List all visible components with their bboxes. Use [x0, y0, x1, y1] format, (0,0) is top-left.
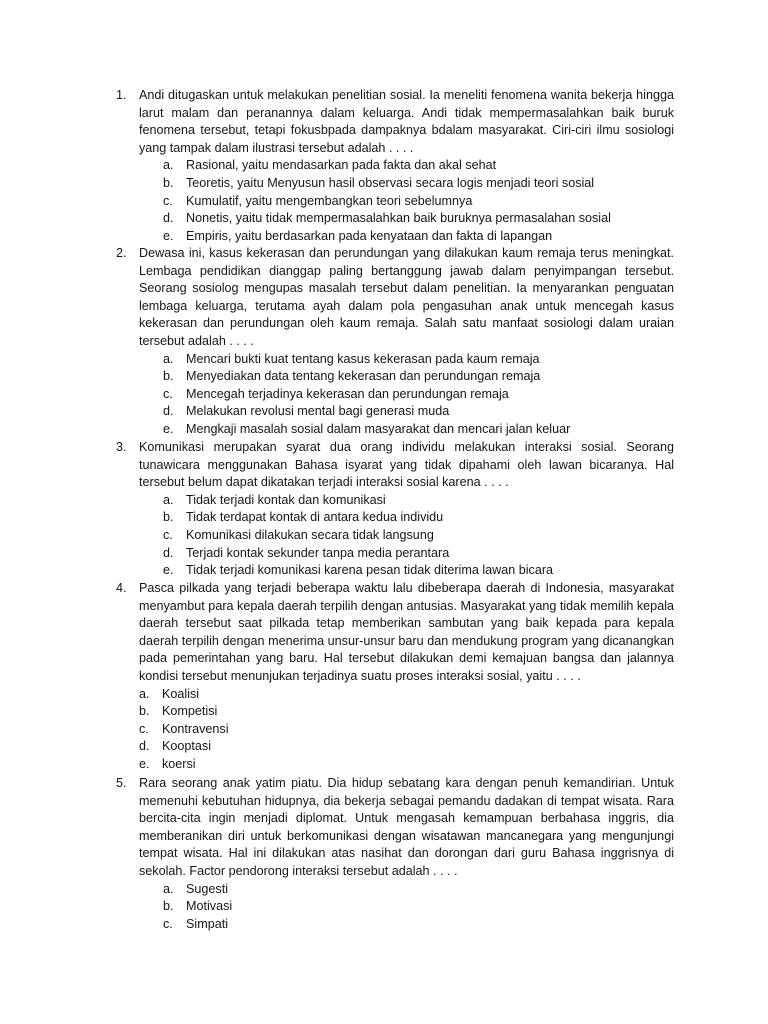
answer-options [139, 686, 674, 774]
option-text: Tidak terdapat kontak di antara kedua individu [186, 510, 444, 525]
option-b [139, 898, 674, 916]
option-text: Empiris, yaitu berdasarkan pada kenyataan dan fakta di lapangan [186, 228, 553, 243]
option-letter: d. [163, 404, 174, 419]
option-b [139, 703, 674, 721]
option-d [139, 403, 674, 421]
question-1 [116, 87, 674, 245]
question-text: Dewasa ini, kasus kekerasan dan perundungan yang dilakukan kaum remaja terus meningkat. Lembaga pendidikan dianggap paling bertanggung jawab dalam penyimpangan tersebut. Seorang sosiolog mengupas masalah tersebut dalam penelitian. Ia menyarankan penguatan lembaga keluarga, terutama ayah dalam pola pengasuhan anak untuk mencegah kasus kekerasan dan perundungan oleh kaum remaja. Salah satu manfaat sosiologi dalam uraian tersebut adalah . . . . [139, 246, 674, 348]
option-b [139, 368, 674, 386]
option-a [139, 351, 674, 369]
option-text: Mencari bukti kuat tentang kasus kekerasan pada kaum remaja [186, 351, 540, 366]
question-text: Andi ditugaskan untuk melakukan penelitian sosial. Ia meneliti fenomena wanita bekerja hingga larut malam dan peranannya dalam keluarga. Andi tidak mempermasalahkan baik buruk fenomena tersebut, tetapi fokusbpada dampaknya bdalam masyarakat. Ciri-ciri ilmu sosiologi yang tampak dalam ilustrasi tersebut adalah . . . . [139, 88, 674, 155]
option-letter: a. [163, 158, 174, 173]
option-text: Nonetis, yaitu tidak mempermasalahkan baik buruknya permasalahan sosial [186, 211, 611, 226]
option-letter: c. [139, 721, 149, 736]
option-letter: e. [163, 563, 174, 578]
option-letter: e. [163, 421, 174, 436]
option-text: Simpati [186, 916, 228, 931]
question-number: 1. [116, 88, 127, 102]
option-letter: e. [163, 228, 174, 243]
option-text: Kooptasi [162, 739, 212, 754]
option-e [139, 421, 674, 439]
option-letter: a. [163, 351, 174, 366]
option-text: Melakukan revolusi mental bagi generasi muda [186, 404, 450, 419]
option-text: Sugesti [186, 881, 229, 896]
option-letter: c. [163, 527, 173, 542]
option-c [139, 721, 674, 739]
question-text: Komunikasi merupakan syarat dua orang individu melakukan interaksi sosial. Seorang tunawicara menggunakan Bahasa isyarat yang tidak dipahami oleh lawan bicaranya. Hal tersebut belum dapat dikatakan terjadi interaksi sosial karena . . . . [139, 440, 674, 490]
option-text: Teoretis, yaitu Menyusun hasil observasi secara logis menjadi teori sosial [186, 175, 595, 190]
question-number: 2. [116, 246, 127, 260]
option-a [139, 686, 674, 704]
option-text: Kontravensi [162, 721, 229, 736]
option-text: Mengkaji masalah sosial dalam masyarakat dan mencari jalan keluar [186, 421, 571, 436]
question-number: 3. [116, 440, 127, 454]
option-text: Rasional, yaitu mendasarkan pada fakta dan akal sehat [186, 158, 497, 173]
question-text: Rara seorang anak yatim piatu. Dia hidup sebatang kara dengan penuh kemandirian. Untuk memenuhi kebutuhan hidupnya, dia bekerja sebagai pemandu dadakan di tempat wisata. Rara bercita-cita ingin menjadi diplomat. Untuk mengasah kemampuan berbahasa inggris, dia memberanikan diri untuk berkomunikasi dengan wisatawan mancanegara yang mengunjungi tempat wisata. Hal ini dilakukan atas nasihat dan dorongan dari guru Bahasa inggrisnya di sekolah. Factor pendorong interaksi tersebut adalah . . . . [139, 776, 674, 878]
option-text: Kompetisi [162, 704, 218, 719]
option-letter: b. [163, 899, 174, 914]
option-letter: c. [163, 193, 173, 208]
option-letter: b. [139, 704, 150, 719]
option-letter: d. [139, 739, 150, 754]
option-letter: a. [163, 492, 174, 507]
option-e [139, 228, 674, 246]
answer-options [139, 157, 674, 245]
option-d [139, 210, 674, 228]
option-c [139, 386, 674, 404]
option-letter: d. [163, 211, 174, 226]
option-text: Menyediakan data tentang kekerasan dan perundungan remaja [186, 369, 541, 384]
option-e [139, 756, 674, 774]
option-c [139, 193, 674, 211]
option-c [139, 527, 674, 545]
option-text: Kumulatif, yaitu mengembangkan teori sebelumnya [186, 193, 473, 208]
option-letter: b. [163, 175, 174, 190]
option-letter: d. [163, 545, 174, 560]
option-e [139, 562, 674, 580]
option-a [139, 157, 674, 175]
option-text: Koalisi [162, 686, 200, 701]
option-letter: b. [163, 510, 174, 525]
question-4 [116, 580, 674, 774]
option-letter: a. [163, 881, 174, 896]
option-text: Motivasi [186, 899, 233, 914]
question-5 [116, 775, 674, 933]
answer-options [139, 881, 674, 934]
option-b [139, 175, 674, 193]
option-d [139, 545, 674, 563]
option-text: Tidak terjadi kontak dan komunikasi [186, 492, 386, 507]
question-text: Pasca pilkada yang terjadi beberapa waktu lalu dibeberapa daerah di Indonesia, masyarakat menyambut para kepala daerah terpilih dengan antusias. Masyarakat yang tidak memilih kepala daerah tersebut saat pilkada tetap memberikan sambutan yang baik kepada para kepala daerah terpilih dengan menerima unsur-unsur baru dan mendukung program yang dicanangkan pada pemerintahan yang baru. Hal tersebut dilakukan demi kemajuan bangsa dan jalannya kondisi tersebut menunjukan terjadinya suatu proses interaksi sosial, yaitu . . . . [139, 581, 674, 683]
option-d [139, 738, 674, 756]
option-b [139, 509, 674, 527]
option-text: koersi [162, 756, 196, 771]
option-c [139, 916, 674, 934]
option-text: Terjadi kontak sekunder tanpa media perantara [186, 545, 450, 560]
question-2 [116, 245, 674, 439]
answer-options [139, 351, 674, 439]
option-a [139, 492, 674, 510]
option-letter: c. [163, 916, 173, 931]
option-letter: c. [163, 386, 173, 401]
option-a [139, 881, 674, 899]
question-3 [116, 439, 674, 580]
question-number: 5. [116, 776, 127, 790]
option-text: Mencegah terjadinya kekerasan dan perundungan remaja [186, 386, 509, 401]
option-letter: a. [139, 686, 150, 701]
option-letter: e. [139, 756, 150, 771]
option-letter: b. [163, 369, 174, 384]
option-text: Komunikasi dilakukan secara tidak langsung [186, 527, 434, 542]
option-text: Tidak terjadi komunikasi karena pesan tidak diterima lawan bicara [186, 563, 554, 578]
answer-options [139, 492, 674, 580]
question-number: 4. [116, 581, 127, 595]
